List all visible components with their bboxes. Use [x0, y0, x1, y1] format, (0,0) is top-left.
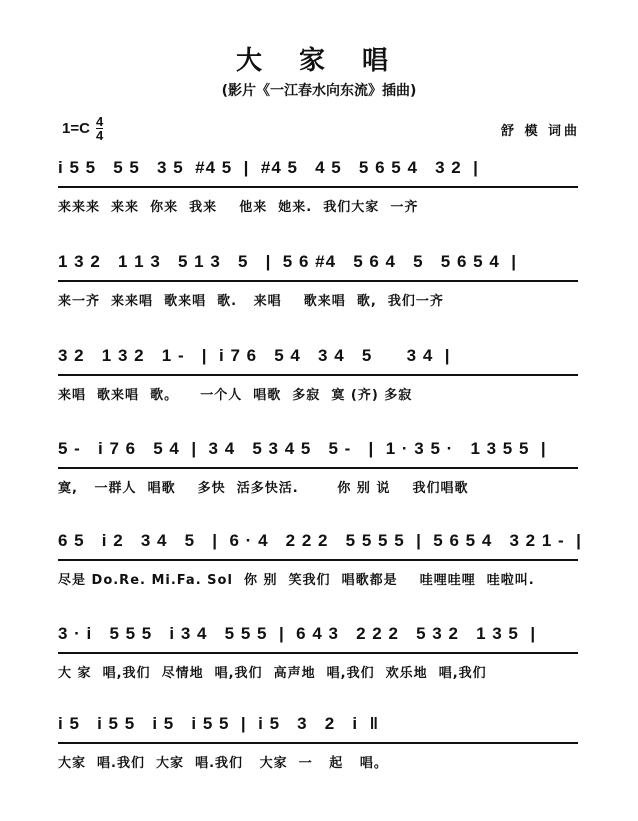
- lyrics-line: 来来来 来来 你来 我来 他来 她来. 我们大家 一齐: [58, 200, 419, 215]
- notation-line: 5 - i 7 6 5 4 | 3 4 5 3 4 5 5 - | 1 · 3 5 · 1 3 5 5 |: [58, 439, 547, 458]
- lyrics-line: 尽是 Do.Re. Mi.Fa. Sol 你 别 笑我们 唱歌都是 哇哩哇哩 哇啦叫.: [58, 573, 535, 588]
- staff-line-6: [58, 624, 588, 694]
- staff-line-1: [58, 158, 588, 228]
- time-signature-denominator: 4: [95, 128, 104, 143]
- lyrics-line: 大 家 唱,我们 尽情地 唱,我们 高声地 唱,我们 欢乐地 唱,我们: [58, 666, 487, 681]
- notation-line: 6 5 i 2 3 4 5 | 6 · 4 2 2 2 5 5 5 5 | 5 6 5 4 3 2 1 - |: [58, 531, 582, 550]
- beam-line: [58, 280, 578, 282]
- beam-line: [58, 186, 578, 188]
- beam-line: [58, 374, 578, 376]
- key-label: 1=C: [62, 120, 90, 137]
- staff-line-5: [58, 531, 588, 601]
- key-signature: [62, 115, 103, 142]
- time-signature: [96, 115, 103, 142]
- lyrics-line: 来一齐 来来唱 歌来唱 歌. 来唱 歌来唱 歌, 我们一齐: [58, 294, 444, 309]
- lyrics-line: 寞, 一群人 唱歌 多快 活多快活. 你 别 说 我们唱歌: [58, 481, 469, 496]
- song-subtitle: (影片《一江春水向东流》插曲): [221, 83, 417, 99]
- staff-line-2: [58, 252, 588, 322]
- notation-line: 3 · i 5 5 5 i 3 4 5 5 5 | 6 4 3 2 2 2 5 3 2 1 3 5 |: [58, 624, 537, 643]
- notation-line: i 5 i 5 5 i 5 i 5 5 | i 5 3 2 i ‖: [58, 714, 380, 733]
- notation-line: i 5 5 5 5 3 5 #4 5 | #4 5 4 5 5 6 5 4 3 2 |: [58, 158, 479, 177]
- beam-line: [58, 559, 578, 561]
- notation-line: 1 3 2 1 1 3 5 1 3 5 | 5 6 #4 5 6 4 5 5 6 5 4 |: [58, 252, 517, 271]
- notation-line: 3 2 1 3 2 1 - | i 7 6 5 4 3 4 5 3 4 |: [58, 346, 451, 365]
- beam-line: [58, 652, 578, 654]
- staff-line-3: [58, 346, 588, 416]
- beam-line: [58, 742, 578, 744]
- composer-credit: 舒 模 词曲: [500, 124, 580, 139]
- time-signature-numerator: 4: [95, 114, 104, 129]
- staff-line-4: [58, 439, 588, 509]
- lyrics-line: 大家 唱.我们 大家 唱.我们 大家 一 起 唱。: [58, 756, 388, 771]
- staff-line-7: [58, 714, 588, 784]
- song-title: 大 家 唱: [235, 46, 403, 76]
- beam-line: [58, 467, 578, 469]
- lyrics-line: 来唱 歌来唱 歌。 一个人 唱歌 多寂 寞 (齐) 多寂: [58, 388, 413, 403]
